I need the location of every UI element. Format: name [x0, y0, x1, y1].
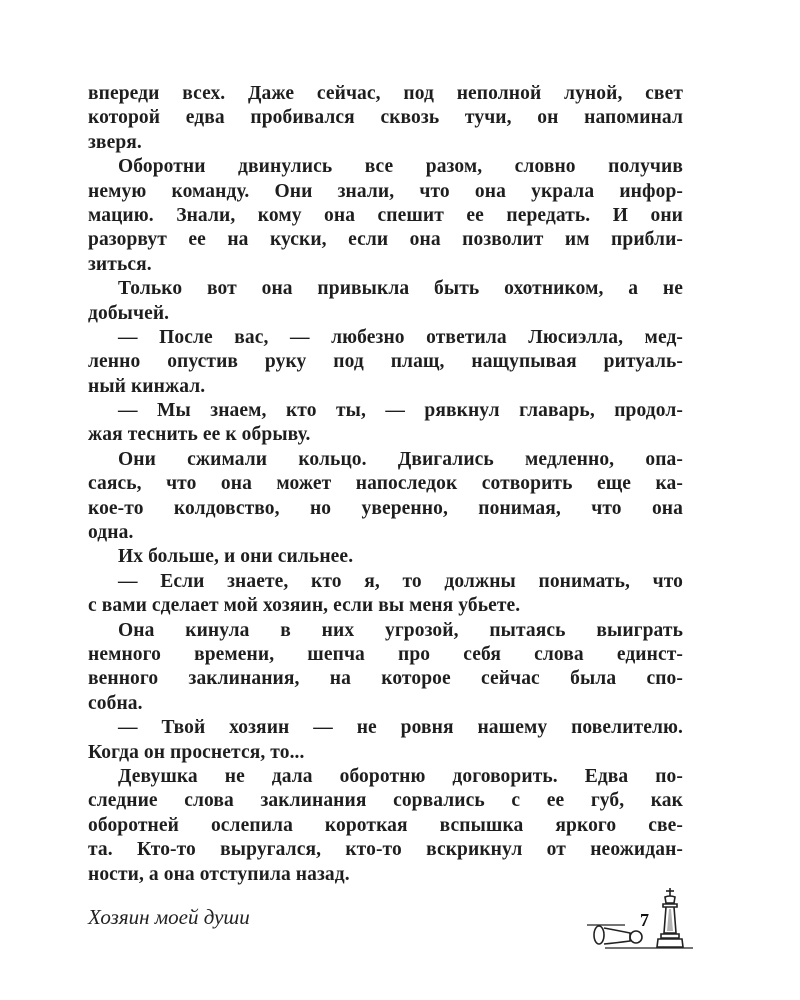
text-line: — Если знаете, кто я, то должны понимать, что — [118, 570, 683, 592]
text-line: с вами сделает мой хозяин, если вы меня убьете. — [88, 595, 521, 617]
text-line: Они сжимали кольцо. Двигались медленно, опа- — [118, 448, 683, 470]
text-line: Оборотни двинулись все разом, словно получив — [118, 156, 683, 178]
book-title: Хозяин моей души — [88, 905, 250, 929]
text-line: разорвут ее на куски, если она позволит им прибли- — [88, 229, 683, 251]
text-line: жая теснить ее к обрыву. — [88, 424, 311, 446]
text-line: собна. — [88, 692, 143, 714]
text-line: оборотней ослепила короткая вспышка яркого све- — [88, 814, 683, 836]
text-line: — После вас, — любезно ответила Люсиэлла, мед- — [118, 326, 683, 348]
text-line: которой едва пробивался сквозь тучи, он напоминал — [88, 107, 683, 129]
text-line: зверя. — [88, 131, 142, 153]
text-line: немного времени, шепча про себя слова единст- — [88, 643, 683, 665]
text-line: саясь, что она может напоследок сотворить еще ка- — [88, 473, 683, 495]
text-line: зиться. — [88, 253, 152, 275]
text-line: Она кинула в них угрозой, пытаясь выиграть — [118, 619, 683, 641]
chess-king-and-fallen-pawn-icon — [585, 885, 695, 955]
text-line: венного заклинания, на которое сейчас была спо- — [88, 668, 683, 690]
text-line: добычей. — [88, 302, 170, 324]
text-line: — Твой хозяин — не ровня нашему повелителю. — [118, 717, 683, 739]
text-line: следние слова заклинания сорвались с ее губ, как — [88, 790, 683, 812]
text-line: ленно опустив руку под плащ, нащупывая ритуаль- — [88, 351, 683, 373]
text-line: мацию. Знали, кому она спешит ее передать. И они — [88, 204, 683, 226]
text-line: ный кинжал. — [88, 375, 206, 397]
text-line: Когда он проснется, то... — [88, 741, 305, 763]
text-line: — Мы знаем, кто ты, — рявкнул главарь, продол- — [118, 400, 683, 422]
text-line: впереди всех. Даже сейчас, под неполной луной, свет — [88, 83, 683, 104]
page-text — [88, 82, 683, 887]
text-line: кое-то колдовство, но уверенно, понимая, что она — [88, 497, 683, 519]
text-line: Только вот она привыкла быть охотником, а не — [118, 278, 683, 300]
text-line: ности, а она отступила назад. — [88, 863, 350, 885]
page-number: 7 — [640, 910, 649, 930]
text-line: одна. — [88, 522, 134, 544]
text-line: немую команду. Они знали, что она украла инфор- — [88, 180, 683, 202]
text-line: Девушка не дала оборотню договорить. Едва по- — [118, 765, 683, 787]
text-line: Их больше, и они сильнее. — [118, 546, 354, 568]
text-line: та. Кто-то выругался, кто-то вскрикнул от неожидан- — [88, 839, 683, 861]
